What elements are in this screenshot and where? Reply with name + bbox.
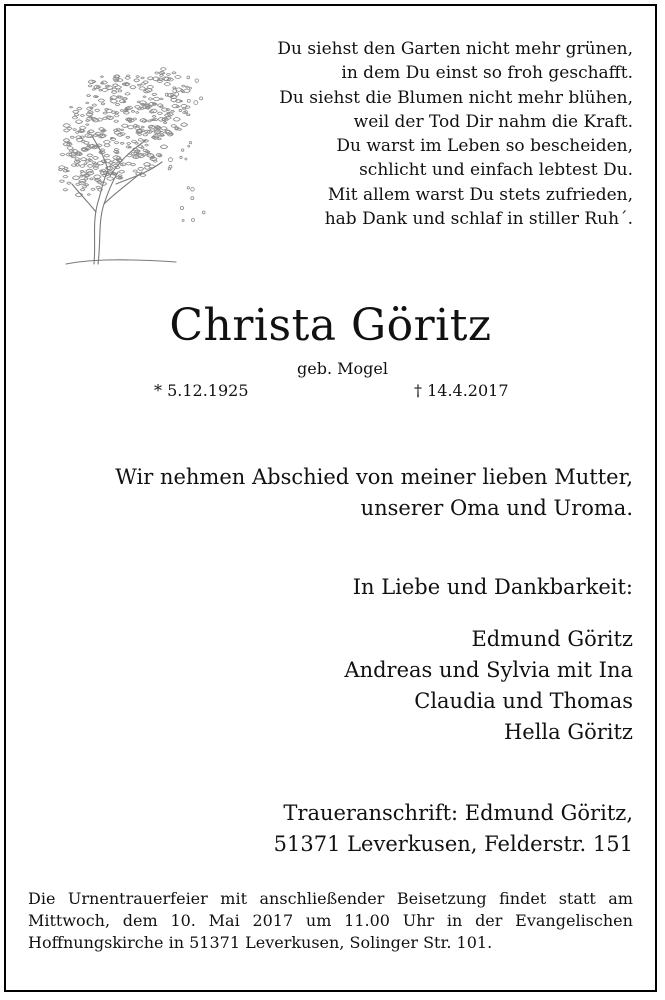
leaf-mark <box>110 165 113 167</box>
leaf-mark <box>202 211 205 214</box>
leaf-mark <box>72 116 78 119</box>
address-line: 51371 Leverkusen, Felderstr. 151 <box>273 832 633 856</box>
leaf-mark <box>59 166 66 169</box>
leaf-mark <box>63 170 68 172</box>
leaf-mark <box>90 178 94 180</box>
ceremony-line-1 <box>28 888 633 910</box>
leaf-mark <box>173 118 180 122</box>
leaf-mark <box>114 120 119 122</box>
leaf-mark <box>131 110 135 112</box>
mourners-list <box>344 624 633 748</box>
leaf-mark <box>185 86 189 88</box>
leaf-mark <box>153 160 157 162</box>
leaf-mark <box>95 109 100 112</box>
leaf-mark <box>87 194 90 196</box>
leaf-mark <box>182 85 186 87</box>
ceremony-line-2 <box>28 910 633 932</box>
leaf-mark <box>145 144 149 146</box>
leaf-mark <box>186 114 190 116</box>
leaf-mark <box>123 98 128 100</box>
leaf-mark <box>126 75 130 77</box>
leaf-mark <box>136 112 139 114</box>
leaf-mark <box>194 101 198 105</box>
leaf-mark <box>80 175 84 177</box>
poem-line: Mit allem warst Du stets zufrieden, <box>327 184 633 205</box>
leaf-mark <box>70 136 74 138</box>
ceremony-word: Evangelischen <box>515 911 633 930</box>
leaf-mark <box>67 182 71 184</box>
leaf-mark <box>91 188 95 190</box>
ceremony-word: findet <box>499 889 547 908</box>
leaf-mark <box>79 126 86 129</box>
leaf-mark <box>69 106 72 108</box>
leaf-mark <box>143 81 149 84</box>
leaf-mark <box>144 163 151 167</box>
leaf-mark <box>106 109 113 113</box>
birth-date: * 5.12.1925 <box>154 381 249 400</box>
ceremony-word: Mittwoch, <box>28 911 111 930</box>
leaf-mark <box>135 142 139 144</box>
leaf-mark <box>161 72 165 74</box>
leaf-mark <box>135 105 141 108</box>
mourner-name: Edmund Göritz <box>471 627 633 651</box>
leaf-mark <box>140 147 144 149</box>
leaf-mark <box>115 103 120 105</box>
leaf-mark <box>162 118 166 120</box>
ceremony-word: dem <box>122 911 158 930</box>
leaf-mark <box>103 140 110 144</box>
leaf-mark <box>188 145 190 147</box>
leaf-mark <box>160 145 168 149</box>
leaf-mark <box>180 206 183 209</box>
leaf-mark <box>155 72 159 74</box>
leaf-mark <box>134 79 140 82</box>
leaf-mark <box>157 112 162 115</box>
farewell-line: Wir nehmen Abschied von meiner lieben Mutter, <box>115 465 633 489</box>
ceremony-word: Die <box>28 889 56 908</box>
ceremony-word: der <box>475 911 503 930</box>
leaf-mark <box>191 188 195 192</box>
leaf-mark <box>164 82 171 85</box>
leaf-mark <box>101 103 105 105</box>
leaf-mark <box>141 77 145 79</box>
ceremony-word: anschließender <box>259 889 385 908</box>
leaf-mark <box>160 98 163 100</box>
leaf-mark <box>102 88 109 91</box>
leaf-mark <box>98 99 105 102</box>
poem-line: in dem Du einst so froh geschafft. <box>341 63 633 84</box>
leaf-mark <box>192 219 195 222</box>
ceremony-word: in <box>446 911 463 930</box>
leaf-mark <box>103 112 107 114</box>
leaf-mark <box>180 156 182 158</box>
poem-line: schlicht und einfach lebtest Du. <box>359 160 633 181</box>
leaf-mark <box>144 166 150 169</box>
leaf-mark <box>75 120 82 124</box>
leaf-mark <box>182 108 186 110</box>
mourner-name: Andreas und Sylvia mit Ina <box>344 658 633 682</box>
leaf-mark <box>153 97 160 101</box>
leaf-mark <box>84 141 90 144</box>
leaf-mark <box>87 154 93 157</box>
leaf-mark <box>189 141 191 143</box>
leaf-mark <box>171 125 177 128</box>
leaf-mark <box>111 91 117 94</box>
leaf-mark <box>187 187 189 189</box>
leaf-mark <box>172 87 176 89</box>
leaf-mark <box>97 118 103 121</box>
leaf-mark <box>92 89 95 91</box>
leaf-mark <box>75 158 80 161</box>
leaf-mark <box>200 97 203 100</box>
ceremony-details <box>28 888 633 954</box>
leaf-mark <box>63 124 70 128</box>
ceremony-word: 2017 <box>252 911 294 930</box>
address-line: Traueranschrift: Edmund Göritz, <box>283 801 633 825</box>
ceremony-word: Urnentrauerfeier <box>67 889 208 908</box>
mourner-name: Hella Göritz <box>503 720 633 744</box>
birth-name: geb. Mogel <box>297 359 388 378</box>
farewell-line: unserer Oma und Uroma. <box>360 496 633 520</box>
leaf-mark <box>130 86 136 89</box>
leaf-mark <box>131 163 136 166</box>
leaf-mark <box>169 158 173 162</box>
leaf-mark <box>72 149 78 152</box>
leaf-mark <box>119 170 125 173</box>
poem-line: hab Dank und schlaf in stiller Ruh´. <box>324 209 633 230</box>
leaf-mark <box>126 162 132 165</box>
leaf-mark <box>148 98 152 100</box>
leaf-mark <box>60 153 65 156</box>
leaf-mark <box>160 68 166 71</box>
leaf-mark <box>67 147 73 150</box>
leaf-mark <box>86 124 89 126</box>
ceremony-word: am <box>608 889 633 908</box>
leaf-mark <box>195 79 198 82</box>
deceased-name: Christa Göritz <box>169 300 492 351</box>
leaf-mark <box>86 113 93 117</box>
leaf-mark <box>87 164 93 167</box>
leaf-mark <box>152 115 156 117</box>
leaf-mark <box>182 149 184 151</box>
leaf-mark <box>59 180 64 183</box>
poem-line: weil der Tod Dir nahm die Kraft. <box>353 111 633 132</box>
leaf-mark <box>114 114 119 117</box>
leaf-mark <box>96 86 99 88</box>
leaf-mark <box>137 84 141 86</box>
leaf-mark <box>89 107 93 109</box>
ceremony-word: 11.00 <box>344 911 390 930</box>
leaf-mark <box>97 161 104 165</box>
leaf-mark <box>187 99 190 102</box>
leaf-mark <box>92 104 97 106</box>
leaf-mark <box>88 85 92 87</box>
leaf-mark <box>85 184 89 186</box>
leaf-mark <box>115 86 122 89</box>
leaf-mark <box>87 131 90 133</box>
leaf-mark <box>133 170 138 172</box>
ceremony-word: statt <box>558 889 596 908</box>
leaf-mark <box>63 189 68 191</box>
ceremony-word: um <box>305 911 332 930</box>
leaf-mark <box>121 129 124 131</box>
leaf-mark <box>172 72 176 74</box>
ceremony-word: 10. <box>170 911 196 930</box>
gratitude-line: In Liebe und Dankbarkeit: <box>352 575 633 599</box>
ceremony-word: Uhr <box>402 911 435 930</box>
leaf-mark <box>139 87 146 90</box>
leaf-mark <box>137 133 141 135</box>
ceremony-word: Mai <box>208 911 240 930</box>
poem-line: Du warst im Leben so bescheiden, <box>336 136 633 157</box>
leaf-mark <box>74 113 79 116</box>
tree-illustration <box>46 52 206 274</box>
leaf-mark <box>75 164 80 166</box>
leaf-mark <box>73 129 77 131</box>
ceremony-word: Beisetzung <box>396 889 487 908</box>
leaf-mark <box>185 158 187 160</box>
leaf-mark <box>96 186 101 188</box>
leaf-mark <box>126 136 130 138</box>
leaf-mark <box>114 112 119 114</box>
leaf-mark <box>187 76 190 79</box>
leaf-mark <box>175 92 179 96</box>
leaf-mark <box>143 96 146 98</box>
leaf-mark <box>99 89 102 91</box>
leaf-mark <box>118 90 122 92</box>
mourner-name: Claudia und Thomas <box>414 689 633 713</box>
leaf-mark <box>120 164 123 166</box>
leaf-mark <box>166 73 170 75</box>
leaf-mark <box>143 134 148 136</box>
leaf-mark <box>77 107 82 110</box>
leaf-mark <box>87 95 91 97</box>
death-date: † 14.4.2017 <box>414 381 509 400</box>
leaf-mark <box>104 144 110 147</box>
leaf-mark <box>80 165 85 168</box>
memorial-poem <box>213 37 633 231</box>
obituary-notice <box>4 4 657 992</box>
leaf-mark <box>138 167 144 170</box>
leaf-mark <box>73 110 79 113</box>
poem-line: Du siehst die Blumen nicht mehr blühen, <box>279 87 633 108</box>
leaf-mark <box>100 76 103 78</box>
leaf-mark <box>148 120 152 122</box>
leaf-mark <box>63 139 69 142</box>
leaf-mark <box>138 139 143 142</box>
leaf-mark <box>127 143 131 145</box>
leaf-mark <box>141 126 145 128</box>
leaf-mark <box>121 124 128 127</box>
leaf-mark <box>163 122 167 124</box>
leaf-mark <box>63 175 68 178</box>
leaf-mark <box>120 142 124 144</box>
leaf-mark <box>86 102 89 104</box>
leaf-mark <box>179 109 181 111</box>
leaf-mark <box>175 75 182 78</box>
leaf-mark <box>189 87 191 89</box>
leaf-mark <box>92 156 98 159</box>
leaf-mark <box>171 110 175 112</box>
leaf-mark <box>152 93 157 95</box>
leaf-mark <box>160 134 163 136</box>
leaf-mark <box>104 154 110 157</box>
farewell-text <box>115 462 633 524</box>
leaf-mark <box>72 176 80 180</box>
leaf-mark <box>80 115 84 117</box>
leaf-mark <box>171 93 173 95</box>
poem-line: Du siehst den Garten nicht mehr grünen, <box>277 39 633 59</box>
leaf-mark <box>191 197 194 200</box>
leaf-mark <box>181 123 188 127</box>
ceremony-word: mit <box>220 889 248 908</box>
leaf-mark <box>179 100 182 102</box>
leaf-mark <box>84 163 87 165</box>
leaf-mark <box>125 93 130 96</box>
leaf-mark <box>114 141 119 143</box>
leaf-mark <box>135 127 140 130</box>
leaf-mark <box>182 220 184 222</box>
leaf-mark <box>136 76 140 78</box>
ceremony-line-3: Hoffnungskirche in 51371 Leverkusen, Solinger Str. 101. <box>28 933 493 952</box>
mourning-address <box>274 798 633 860</box>
leaf-mark <box>80 189 85 191</box>
leaf-mark <box>107 177 114 181</box>
